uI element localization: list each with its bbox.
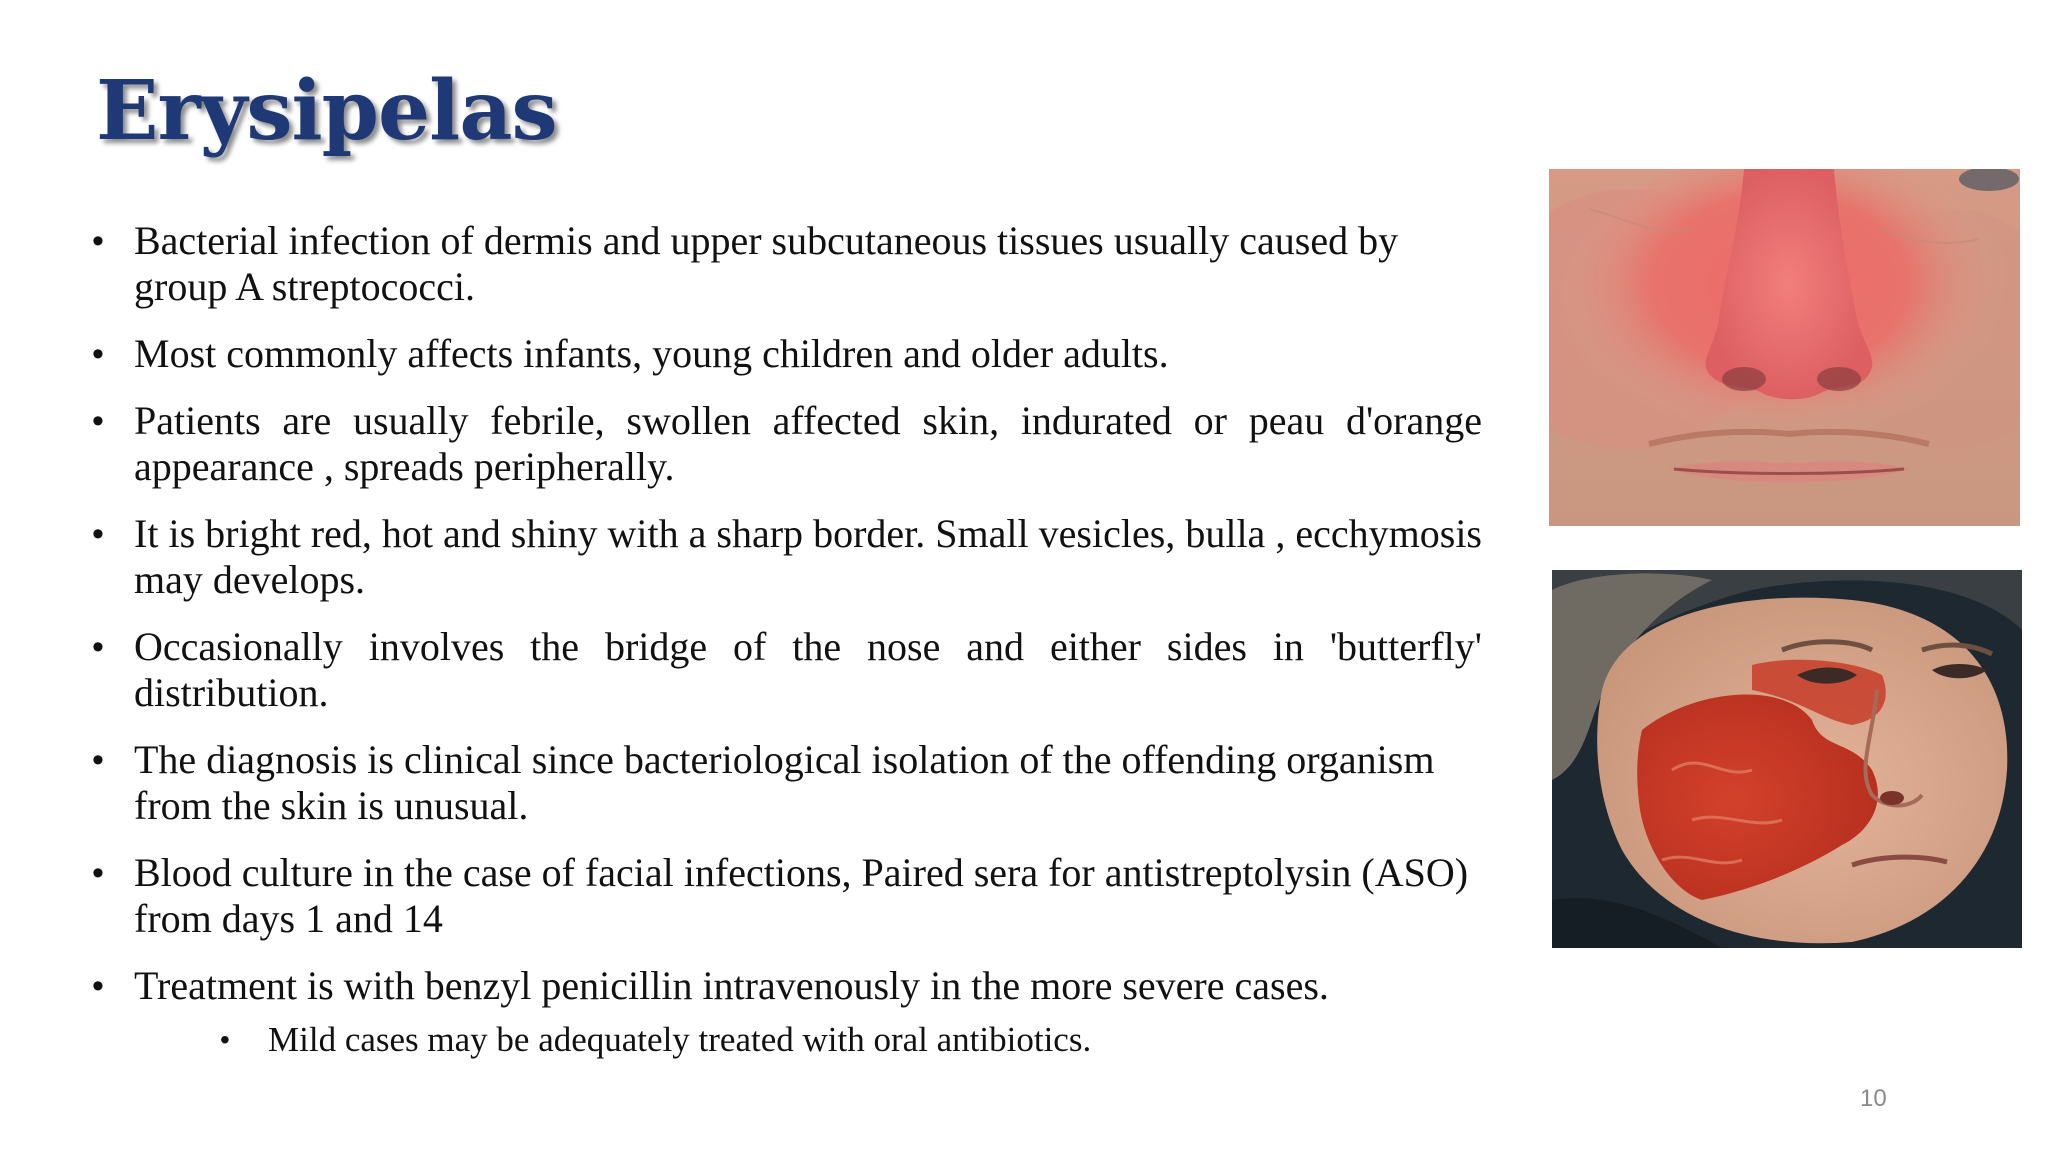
bullet-text: Patients are usually febrile, swollen affected skin, indurated or peau d'orange appearance , spreads peripherally.: [134, 398, 1482, 489]
bullet-item: [92, 963, 1482, 1009]
bullet-text: Occasionally involves the bridge of the nose and either sides in 'butterfly' distribution.: [134, 624, 1482, 715]
bullet-text: Bacterial infection of dermis and upper subcutaneous tissues usually caused by group A streptococci.: [134, 218, 1399, 309]
bullet-icon: •: [92, 402, 104, 440]
bullet-text: Most commonly affects infants, young children and older adults.: [134, 331, 1169, 376]
bullet-icon: •: [92, 967, 104, 1005]
bullet-icon: •: [92, 854, 104, 892]
bullet-icon: •: [92, 222, 104, 260]
bullet-icon: •: [92, 515, 104, 553]
sub-bullet-item: [220, 1020, 1482, 1060]
erysipelas-nose-photo-icon: [1549, 169, 2020, 526]
page-number: 10: [1860, 1085, 1887, 1112]
bullet-text: Blood culture in the case of facial infections, Paired sera for antistreptolysin (ASO) from days 1 and 14: [134, 850, 1469, 941]
erysipelas-face-photo-icon: [1552, 570, 2022, 948]
bullet-item: [92, 331, 1482, 377]
bullet-list: [92, 218, 1482, 1009]
sub-bullet-text: Mild cases may be adequately treated with oral antibiotics.: [268, 1020, 1092, 1059]
face-photo: [1552, 570, 2022, 948]
bullet-icon: •: [92, 335, 104, 373]
bullet-text: The diagnosis is clinical since bacteriological isolation of the offending organism from the skin is unusual.: [134, 737, 1435, 828]
bullet-item: [92, 511, 1482, 603]
bullet-icon: •: [92, 628, 104, 666]
bullet-item: [92, 850, 1482, 942]
bullet-icon: •: [92, 741, 104, 779]
slide-title: Erysipelas: [96, 63, 557, 159]
bullet-item: [92, 218, 1482, 310]
nose-photo: [1549, 169, 2020, 526]
bullet-text: It is bright red, hot and shiny with a sharp border. Small vesicles, bulla , ecchymosis may develops.: [134, 511, 1482, 602]
sub-bullet-icon: •: [220, 1024, 230, 1055]
slide-body: [92, 218, 1482, 1060]
bullet-item: [92, 624, 1482, 716]
bullet-item: [92, 398, 1482, 490]
bullet-text: Treatment is with benzyl penicillin intravenously in the more severe cases.: [134, 963, 1329, 1008]
bullet-item: [92, 737, 1482, 829]
